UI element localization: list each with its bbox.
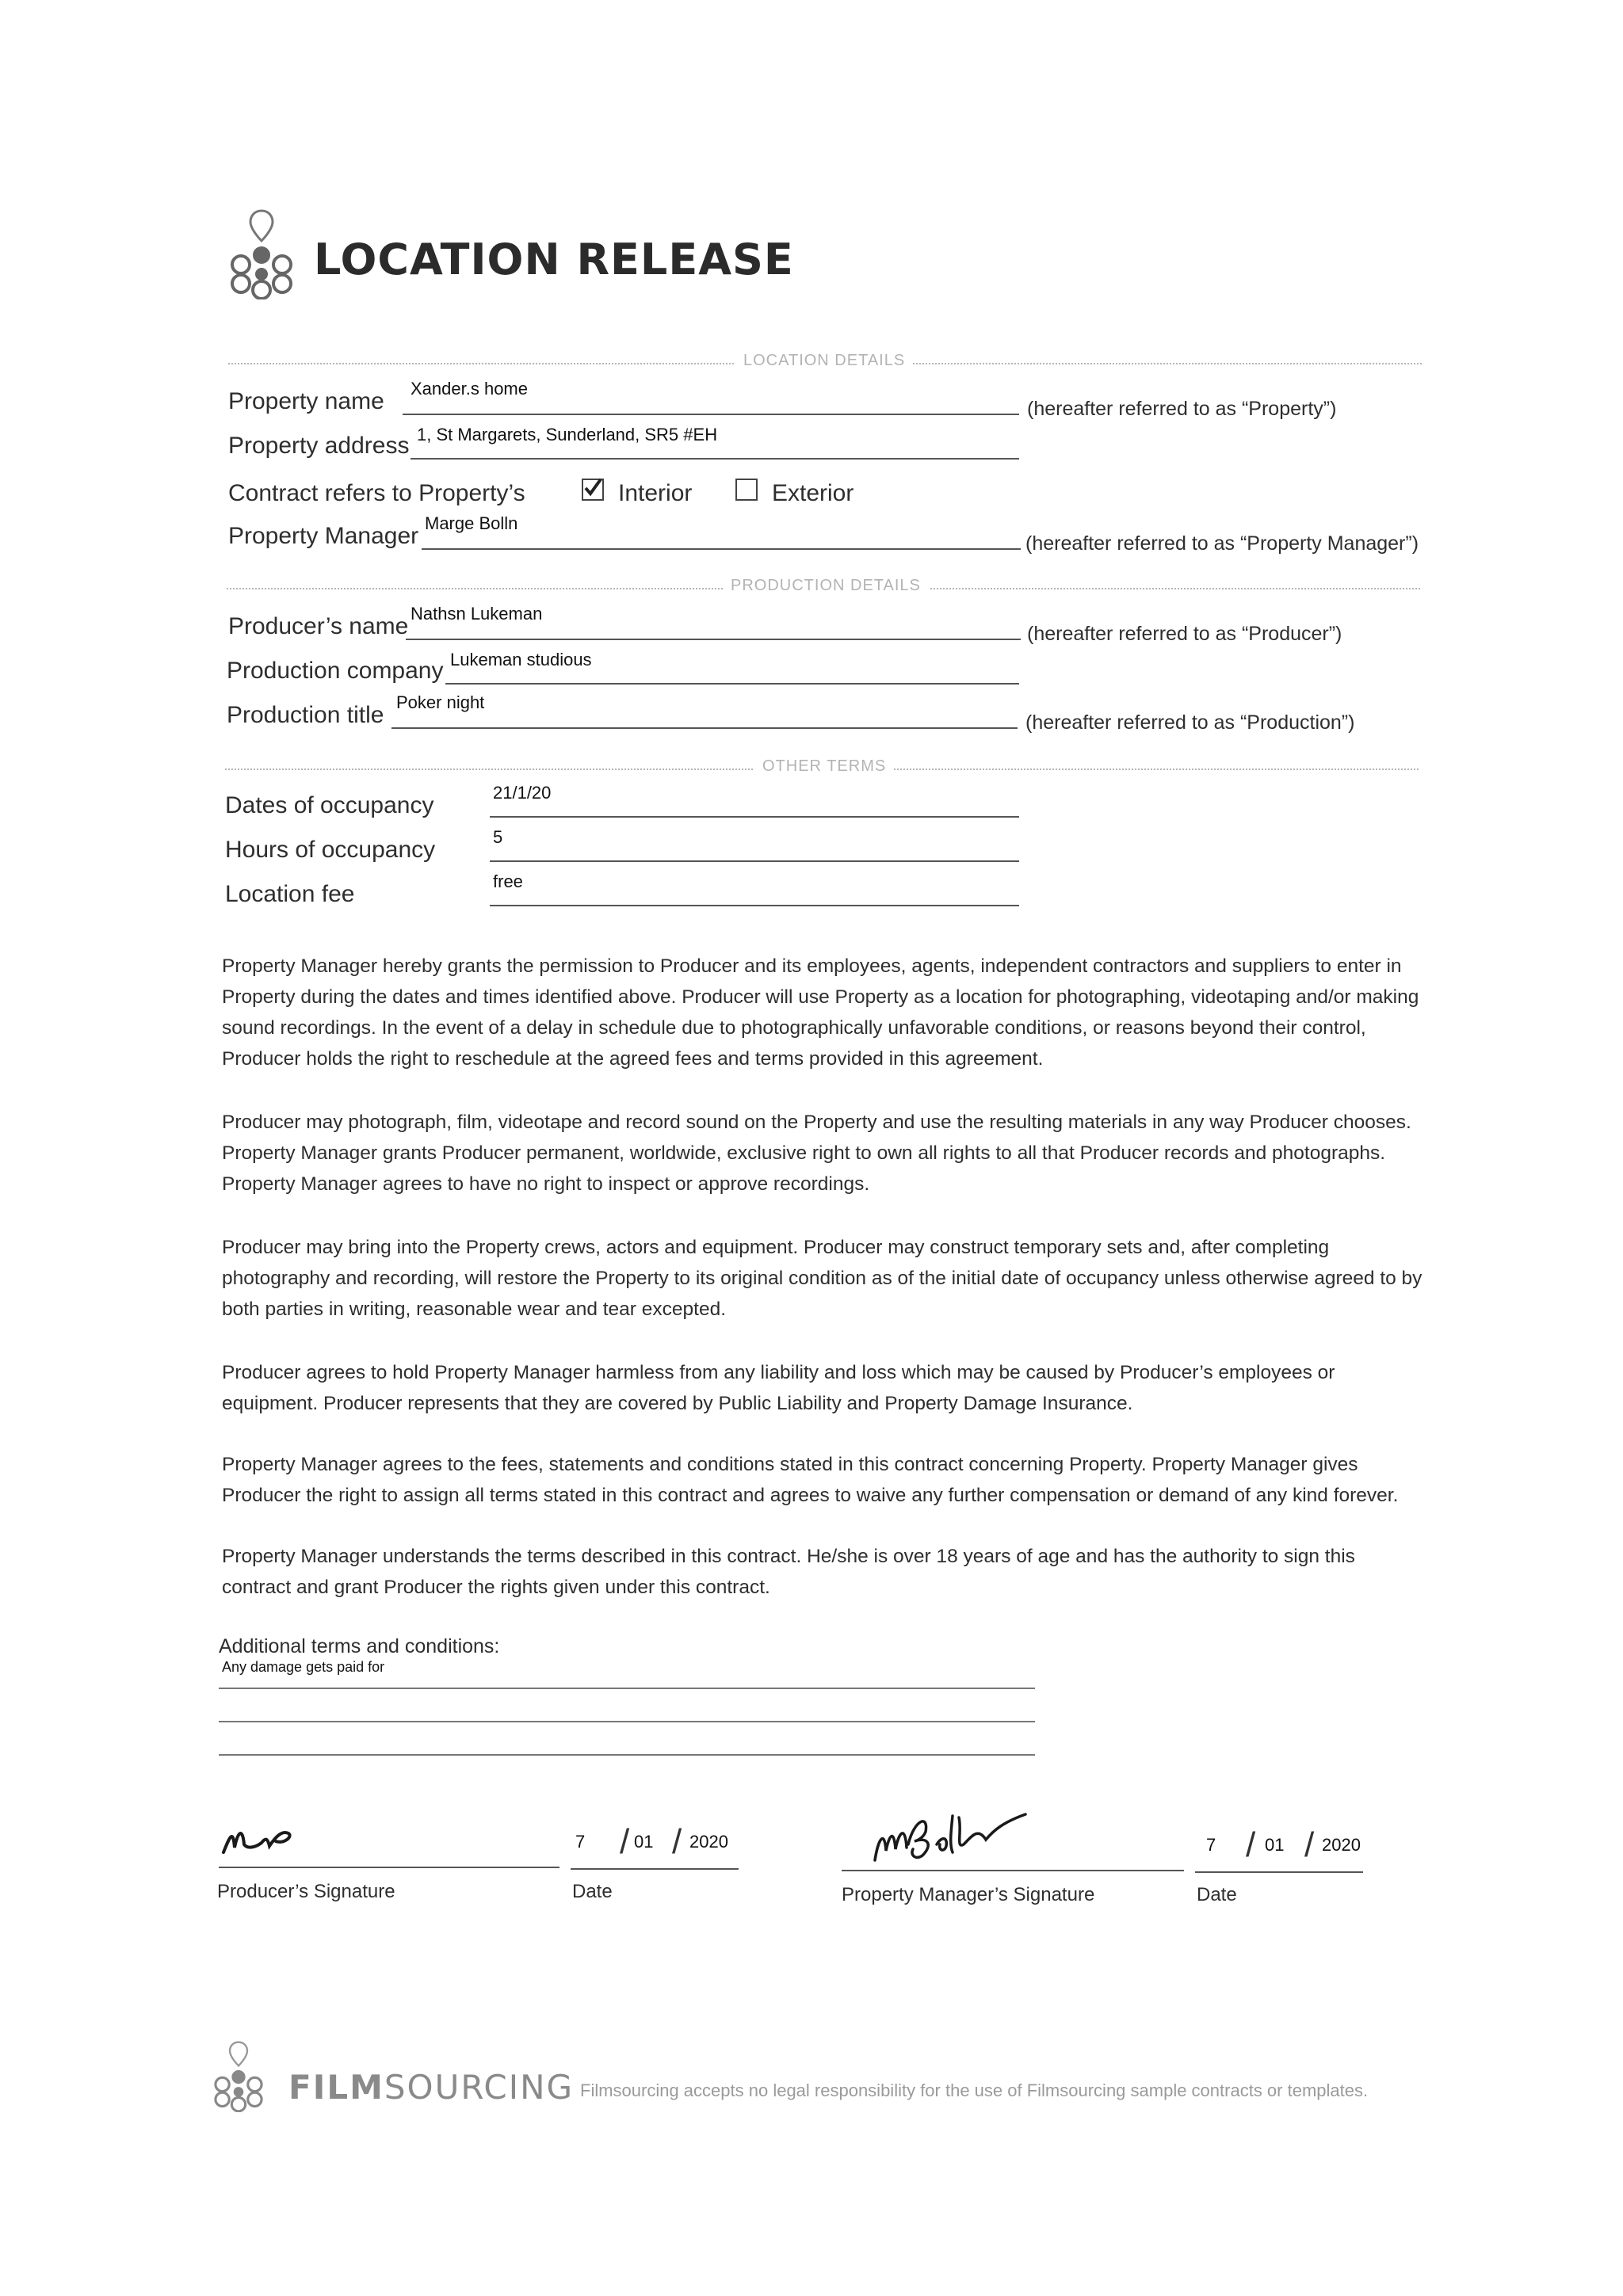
hours-of-occupancy-line [490, 860, 1019, 862]
producer-date-day: 7 [575, 1832, 586, 1852]
producer-date-month: 01 [634, 1832, 654, 1852]
exterior-checkbox[interactable] [735, 479, 758, 501]
producer-name-label: Producer’s name [228, 613, 409, 639]
body-paragraph-4: Producer agrees to hold Property Manager harmless from any liability and loss which may be caused by Producer’s employees or equipment. Producer represents that they are covered by Public Liability and Property Damage Insurance. [222, 1362, 1335, 1414]
flower-location-icon [228, 208, 295, 299]
date-slash: / [1246, 1825, 1256, 1864]
check-icon [582, 477, 604, 499]
manager-date-year: 2020 [1322, 1835, 1361, 1855]
footer-brand-light: SOURCING [384, 2068, 575, 2107]
footer-brand-bold: FILM [288, 2068, 384, 2107]
production-company-label: Production company [227, 658, 444, 684]
producer-date-year: 2020 [689, 1832, 728, 1852]
section-heading-location: LOCATION DETAILS [735, 352, 913, 370]
producer-date-label: Date [572, 1881, 613, 1902]
producer-name-note: (hereafter referred to as “Producer”) [1027, 623, 1342, 645]
flower-location-icon [212, 2039, 265, 2112]
date-slash: / [620, 1822, 630, 1861]
producer-name-value: Nathsn Lukeman [411, 604, 543, 624]
body-paragraph-5: Property Manager agrees to the fees, statements and conditions stated in this contract concerning Property. Property Manager gives Producer the right to assign all terms stated in this contract and agrees to waive any further compensation or demand of any kind forever. [222, 1454, 1399, 1506]
footer-brand [288, 2068, 574, 2107]
additional-terms-value: Any damage gets paid for [222, 1659, 385, 1675]
hours-of-occupancy-label: Hours of occupancy [225, 837, 436, 863]
producer-signature-line [219, 1867, 559, 1868]
additional-terms-label: Additional terms and conditions: [219, 1635, 500, 1657]
location-fee-line [490, 905, 1019, 906]
body-paragraph-3: Producer may bring into the Property crews, actors and equipment. Producer may construct temporary sets and, after completing photography and recording, will restore the Property to its original condition as of the initial date of occupancy unless otherwise agreed to by both parties in writing, reasonable wear and tear excepted. [222, 1237, 1423, 1320]
manager-signature [870, 1800, 1044, 1871]
property-name-label: Property name [228, 388, 384, 414]
dates-of-occupancy-label: Dates of occupancy [225, 792, 434, 818]
interior-label: Interior [618, 480, 693, 506]
dates-of-occupancy-value: 21/1/20 [493, 783, 552, 803]
manager-date-line [1195, 1871, 1363, 1873]
manager-date-label: Date [1197, 1884, 1237, 1905]
property-name-line [403, 414, 1019, 415]
production-title-line [391, 727, 1018, 729]
interior-checkbox[interactable] [582, 479, 604, 501]
manager-signature-line [842, 1870, 1184, 1871]
production-company-value: Lukeman studious [450, 650, 592, 669]
date-slash: / [1304, 1825, 1315, 1864]
production-title-value: Poker night [396, 692, 485, 712]
hours-of-occupancy-value: 5 [493, 827, 503, 847]
section-heading-production: PRODUCTION DETAILS [723, 577, 929, 595]
producer-signature-label: Producer’s Signature [217, 1881, 395, 1902]
property-address-value: 1, St Margarets, Sunderland, SR5 #EH [417, 425, 718, 444]
property-manager-label: Property Manager [228, 523, 419, 549]
section-heading-other: OTHER TERMS [754, 757, 894, 776]
additional-terms-line-3 [219, 1754, 1035, 1756]
property-manager-value: Marge Bolln [425, 513, 518, 533]
dates-of-occupancy-line [490, 816, 1019, 818]
page-title: LOCATION RELEASE [314, 235, 794, 284]
property-name-value: Xander.s home [411, 379, 528, 399]
exterior-label: Exterior [772, 480, 854, 506]
additional-terms-line-2 [219, 1721, 1035, 1722]
date-slash: / [672, 1822, 682, 1861]
manager-signature-label: Property Manager’s Signature [842, 1884, 1095, 1905]
body-paragraph-2: Producer may photograph, film, videotape and record sound on the Property and use the resulting materials in any way Producer chooses. Property Manager grants Producer permanent, worldwide, exclusive right to own all rights to all that Producer records and photographs. Property Manager agrees to have no right to inspect or approve recordings. [222, 1112, 1411, 1195]
producer-signature [220, 1813, 315, 1862]
production-title-label: Production title [227, 702, 384, 728]
property-manager-note: (hereafter referred to as “Property Manager”) [1025, 532, 1419, 555]
production-company-line [445, 683, 1019, 685]
production-title-note: (hereafter referred to as “Production”) [1025, 711, 1355, 734]
additional-terms-line-1 [219, 1688, 1035, 1689]
property-manager-line [422, 548, 1021, 550]
footer-disclaimer: Filmsourcing accepts no legal responsibility for the use of Filmsourcing sample contracts or templates. [580, 2081, 1369, 2100]
property-name-note: (hereafter referred to as “Property”) [1027, 398, 1337, 420]
property-address-line [411, 458, 1019, 460]
property-address-label: Property address [228, 433, 410, 459]
producer-name-line [406, 639, 1021, 640]
body-paragraph-1: Property Manager hereby grants the permission to Producer and its employees, agents, independent contractors and suppliers to enter in Property during the dates and times identified above. Producer will use Property as a location for photographing, videotaping and/or making sound recordings. In the event of a delay in schedule due to photographically unfavorable conditions, or reasons beyond their control, Producer holds the right to reschedule at the agreed fees and terms provided in this agreement. [222, 955, 1419, 1070]
contract-refers-label: Contract refers to Property’s [228, 480, 525, 506]
location-fee-label: Location fee [225, 881, 355, 907]
body-paragraph-6: Property Manager understands the terms described in this contract. He/she is over 18 years of age and has the authority to sign this contract and grant Producer the rights given under this contract. [222, 1546, 1355, 1598]
producer-date-line [571, 1868, 739, 1870]
manager-date-month: 01 [1265, 1835, 1285, 1855]
manager-date-day: 7 [1206, 1835, 1216, 1855]
location-fee-value: free [493, 871, 523, 891]
